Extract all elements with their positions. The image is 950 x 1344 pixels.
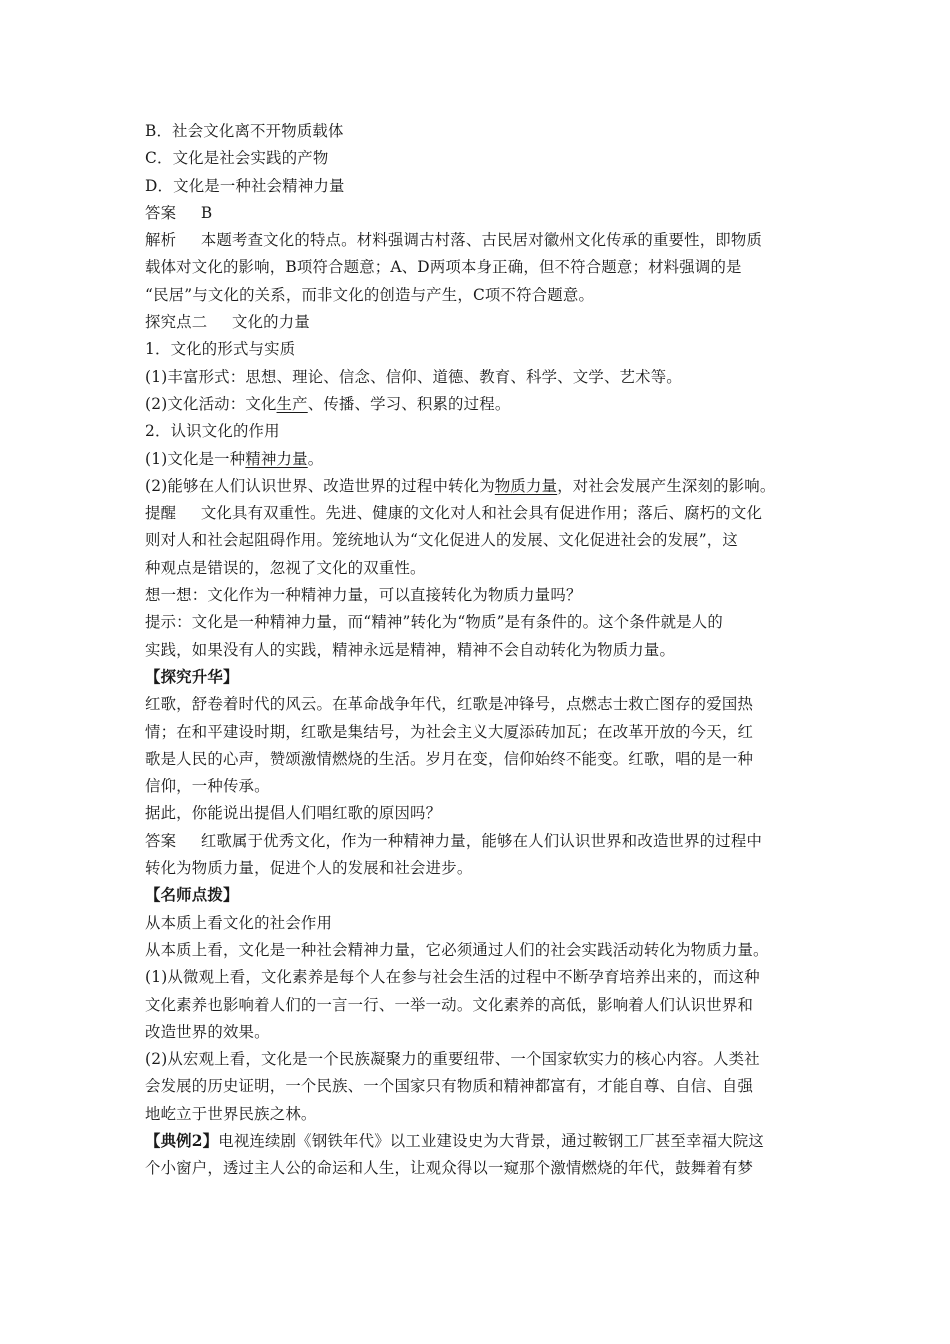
tips-micro-2: 文化素养也影响着人们的一言一行、一举一动。文化素养的高低，影响着人们认识世界和 (145, 995, 754, 1014)
point-2-1: (1)文化是一种精神力量。 (145, 449, 324, 468)
tips-macro-2: 会发展的历史证明，一个民族、一个国家只有物质和精神都富有，才能自尊、自信、自强 (145, 1077, 754, 1096)
answer-label: 答案 (145, 831, 177, 850)
remind-label: 提醒 (145, 504, 177, 523)
red-song-line-4: 信仰，一种传承。 (145, 777, 270, 796)
teacher-tips-heading: 【名师点拨】 (145, 886, 239, 905)
answer-label: 答案 (145, 203, 177, 222)
subheading-2: 2．认识文化的作用 (145, 422, 280, 441)
red-song-answer-1: 答案 红歌属于优秀文化，作为一种精神力量，能够在人们认识世界和改造世界的过程中 (145, 831, 763, 850)
hint-line-2: 实践，如果没有人的实践，精神永远是精神，精神不会自动转化为物质力量。 (145, 640, 676, 659)
answer-line (145, 200, 825, 227)
option-c: C．文化是社会实践的产物 (145, 149, 329, 168)
remind-line-3: 种观点是错误的，忽视了文化的双重性。 (145, 558, 426, 577)
blank-answer: 物质力量 (494, 476, 558, 495)
red-song-question: 据此，你能说出提倡人们唱红歌的原因吗？ (145, 804, 442, 823)
analysis-line-3: “民居”与文化的关系，而非文化的创造与产生，C项不符合题意。 (145, 285, 595, 304)
analysis-line-1: 解析 本题考查文化的特点。材料强调古村落、古民居对徽州文化传承的重要性，即物质 (145, 231, 763, 250)
think-question: 想一想：文化作为一种精神力量，可以直接转化为物质力量吗？ (145, 586, 582, 605)
option-d: D．文化是一种社会精神力量 (145, 176, 345, 195)
red-song-line-1: 红歌，舒卷着时代的风云。在革命战争年代，红歌是冲锋号，点燃志士救亡图存的爱国热 (145, 695, 754, 714)
red-song-line-3: 歌是人民的心声，赞颂激情燃烧的生活。岁月在变，信仰始终不能变。红歌，唱的是一种 (145, 749, 754, 768)
example-line-2: 个小窗户，透过主人公的命运和人生，让观众得以一窥那个激情燃烧的年代，鼓舞着有梦 (145, 1159, 754, 1178)
tips-title: 从本质上看文化的社会作用 (145, 913, 333, 932)
tips-micro-1: (1)从微观上看，文化素养是每个人在参与社会生活的过程中不断孕育培养出来的，而这种 (145, 968, 760, 987)
point-1-2: (2)文化活动：文化生产、传播、学习、积累的过程。 (145, 394, 511, 413)
tips-micro-3: 改造世界的效果。 (145, 1022, 270, 1041)
example-label: 【典例2】 (145, 1131, 219, 1150)
analysis-line-2: 载体对文化的影响，B项符合题意；A、D两项本身正确，但不符合题意；材料强调的是 (145, 258, 742, 277)
remind-line-1: 提醒 文化具有双重性。先进、健康的文化对人和社会具有促进作用；落后、腐朽的文化 (145, 504, 763, 523)
blank-answer: 生产 (276, 394, 308, 413)
tips-macro-1: (2)从宏观上看，文化是一个民族凝聚力的重要纽带、一个国家软实力的核心内容。人类社 (145, 1050, 760, 1069)
tips-macro-3: 地屹立于世界民族之林。 (145, 1104, 317, 1123)
section-title: 文化的力量 (232, 313, 310, 332)
red-song-answer-2: 转化为物质力量，促进个人的发展和社会进步。 (145, 859, 473, 878)
document-page (145, 118, 825, 1183)
blank-answer: 精神力量 (245, 449, 308, 468)
hint-line-1: 提示：文化是一种精神力量，而“精神”转化为“物质”是有条件的。这个条件就是人的 (145, 613, 723, 632)
section-heading (145, 309, 825, 336)
section-label: 探究点二 (145, 313, 208, 332)
remind-line-2: 则对人和社会起阻碍作用。笼统地认为“文化促进人的发展、文化促进社会的发展”，这 (145, 531, 738, 550)
subheading-1: 1．文化的形式与实质 (145, 340, 296, 359)
analysis-label: 解析 (145, 231, 177, 250)
example-line-1: 【典例2】电视连续剧《钢铁年代》以工业建设史为大背景，通过鞍钢工厂甚至幸福大院这 (145, 1131, 764, 1150)
explore-heading: 【探究升华】 (145, 667, 239, 686)
tips-line-1: 从本质上看，文化是一种社会精神力量，它必须通过人们的社会实践活动转化为物质力量。 (145, 940, 769, 959)
answer-value: B (200, 203, 213, 222)
red-song-line-2: 情；在和平建设时期，红歌是集结号，为社会主义大厦添砖加瓦；在改革开放的今天，红 (145, 722, 754, 741)
point-2-2: (2)能够在人们认识世界、改造世界的过程中转化为物质力量，对社会发展产生深刻的影响。 (145, 476, 776, 495)
point-1-1: (1)丰富形式：思想、理论、信念、信仰、道德、教育、科学、文学、艺术等。 (145, 367, 682, 386)
option-b: B．社会文化离不开物质载体 (145, 122, 344, 140)
